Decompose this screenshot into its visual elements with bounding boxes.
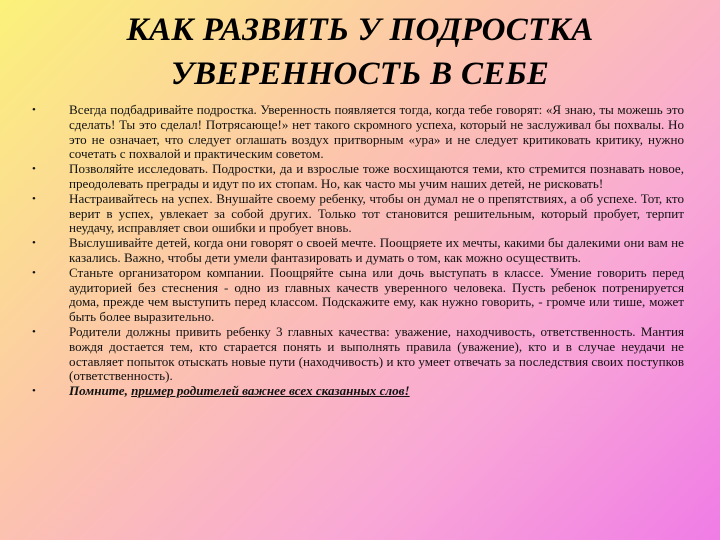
- slide-title: [40, 8, 680, 96]
- bullet-icon: •: [32, 104, 36, 116]
- bullet-icon: •: [32, 325, 36, 338]
- list-item: [0, 266, 720, 325]
- list-item: [0, 103, 720, 162]
- bullet-icon: •: [32, 237, 36, 250]
- advice-list: [0, 103, 720, 399]
- list-item-text: Выслушивайте детей, когда они говорят о своей мечте. Поощряете их мечты, какими бы далекими они вам не казались. Важно, чтобы дети умели фантазировать и думать о том, как можно осуществить.: [69, 235, 684, 265]
- list-item-text: Настраивайтесь на успех. Внушайте своему ребенку, чтобы он думал не о препятствиях, а об успехе. Тот, кто верит в успех, увлекает за собой других. Только тот становится решительным, который пробует, терпит неудачу, исправляет свои ошибки и пробует вновь.: [69, 190, 684, 236]
- list-item-text: Родители должны привить ребенку 3 главных качества: уважение, находчивость, ответственность. Мантия вождя достается тем, кто старается понять и выполнять правила (уважение), кто и в случае неудачи не оставляет попыток отыскать новые пути (находчивость) и кто умеет отвечать за последствия своих поступков (ответственность).: [69, 323, 684, 384]
- title-line-1: КАК РАЗВИТЬ У ПОДРОСТКА: [126, 12, 594, 48]
- list-item: [0, 162, 720, 192]
- list-item-text: Станьте организатором компании. Поощряйте сына или дочь выступать в классе. Умение говорить перед аудиторией без стеснения - одно из главных качеств уверенного человека. Пусть ребенок потренируется дома, прежде чем выступить перед классом. Подскажите ему, как нужно говорить, - громче или тише, может быть более выразительно.: [69, 264, 684, 325]
- bullet-icon: •: [32, 163, 36, 176]
- list-item-text: Всегда подбадривайте подростка. Уверенность появляется тогда, когда тебе говорят: «Я знаю, ты можешь это сделать! Ты это сделал! Потрясающе!» нет такого скромного успеха, который не заслуживал бы похвалы. Но это не означает, что следует оглашать воздух притворным «ура» и не следует критиковать критику, нужно сочетать с похвалой и практическим советом.: [69, 102, 684, 162]
- list-item-text: Позволяйте исследовать. Подростки, да и взрослые тоже восхищаются теми, кто стремится познавать новое, преодолевать преграды и идут по их стопам. Но, как часто мы учим наших детей, не рисковать!: [69, 161, 684, 191]
- conclusion-underlined: пример родителей важнее всех сказанных слов!: [131, 383, 410, 399]
- bullet-icon: •: [32, 266, 36, 279]
- bullet-icon: •: [32, 192, 36, 205]
- title-line-2: УВЕРЕННОСТЬ В СЕБЕ: [170, 56, 550, 92]
- list-item: [0, 236, 720, 266]
- conclusion-text: [69, 384, 684, 399]
- conclusion-prefix: Помните,: [69, 383, 132, 399]
- list-item-conclusion: [0, 384, 720, 399]
- list-item: [0, 325, 720, 384]
- bullet-icon: •: [32, 385, 36, 398]
- list-item: [0, 192, 720, 236]
